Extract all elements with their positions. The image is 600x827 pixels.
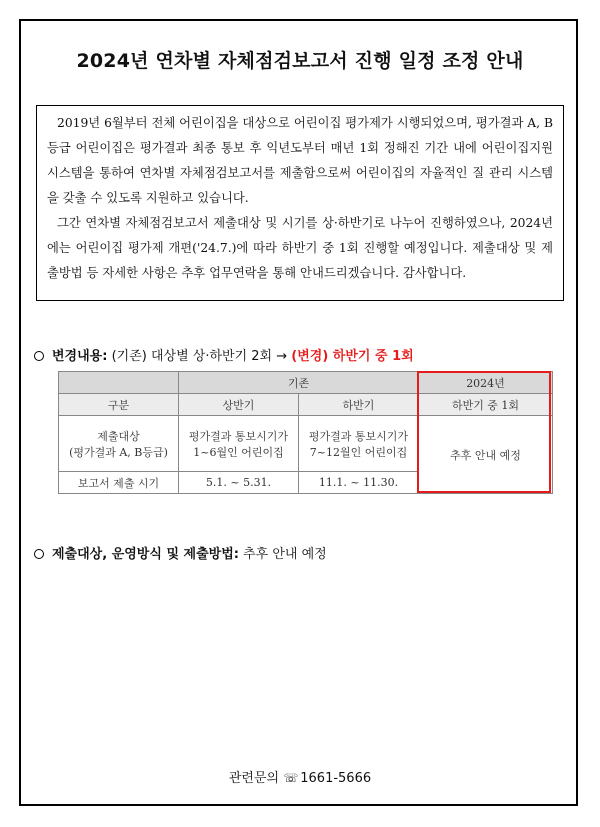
- intro-box: [36, 105, 564, 301]
- submission-label: 제출대상, 운영방식 및 제출방법:: [52, 547, 239, 562]
- table-row: [59, 416, 553, 472]
- header-2024: 2024년: [419, 372, 553, 394]
- change-before: (기존) 대상별 상·하반기 2회 →: [111, 349, 288, 364]
- submission-section: [34, 543, 327, 562]
- cell-first-half-period: 5.1. ~ 5.31.: [179, 472, 299, 494]
- cell-second-half-target: 평가결과 통보시기가 7~12월인 어린이집: [299, 416, 419, 472]
- submission-value: 추후 안내 예정: [243, 547, 327, 562]
- page-title: 2024년 연차별 자체점검보고서 진행 일정 조정 안내: [76, 50, 524, 72]
- table-header-row: [59, 372, 553, 394]
- change-label: 변경내용:: [52, 349, 108, 364]
- row-label-target: 제출대상 (평가결과 A, B등급): [59, 416, 179, 472]
- intro-paragraph-2: 그간 연차별 자체점검보고서 제출대상 및 시기를 상·하반기로 나누어 진행하였으나, 2024년에는 어린이집 평가제 개편('24.7.)에 따라 하반기 중 1회 진행할 예정입니다. 제출대상 및 제출방법 등 자세한 사항은 추후 업무연락을 통해 안내드리겠습니다. 감사합니다.: [47, 216, 553, 280]
- circle-bullet-icon: [34, 549, 44, 559]
- header-existing: 기존: [179, 372, 419, 394]
- change-section: [34, 345, 414, 364]
- contact-phone: 1661-5666: [300, 771, 372, 786]
- cell-second-half-period: 11.1. ~ 11.30.: [299, 472, 419, 494]
- table-header-empty: [59, 372, 179, 394]
- change-after: (변경) 하반기 중 1회: [291, 349, 414, 364]
- cell-first-half-target: 평가결과 통보시기가 1~6월인 어린이집: [179, 416, 299, 472]
- table-subheader-row: [59, 394, 553, 416]
- cell-2024-notice: 추후 안내 예정: [419, 416, 553, 494]
- header-second-half: 하반기: [299, 394, 419, 416]
- header-first-half: 상반기: [179, 394, 299, 416]
- header-category: 구분: [59, 394, 179, 416]
- contact-line: [0, 767, 600, 786]
- schedule-table: [58, 371, 553, 494]
- intro-paragraph-1: 2019년 6월부터 전체 어린이집을 대상으로 어린이집 평가제가 시행되었으며, 평가결과 A, B등급 어린이집은 평가결과 최종 통보 후 익년도부터 매년 1회 정해진 기간 내에 어린이집지원시스템을 통하여 연차별 자체점검보고서를 제출함으로써 어린이집의 자율적인 질 관리 시스템을 갖출 수 있도록 지원하고 있습니다.: [47, 116, 553, 205]
- header-2024-second-half: 하반기 중 1회: [419, 394, 553, 416]
- circle-bullet-icon: [34, 351, 44, 361]
- phone-icon: ☏: [283, 771, 299, 785]
- contact-label: 관련문의: [228, 771, 280, 786]
- row-label-period: 보고서 제출 시기: [59, 472, 179, 494]
